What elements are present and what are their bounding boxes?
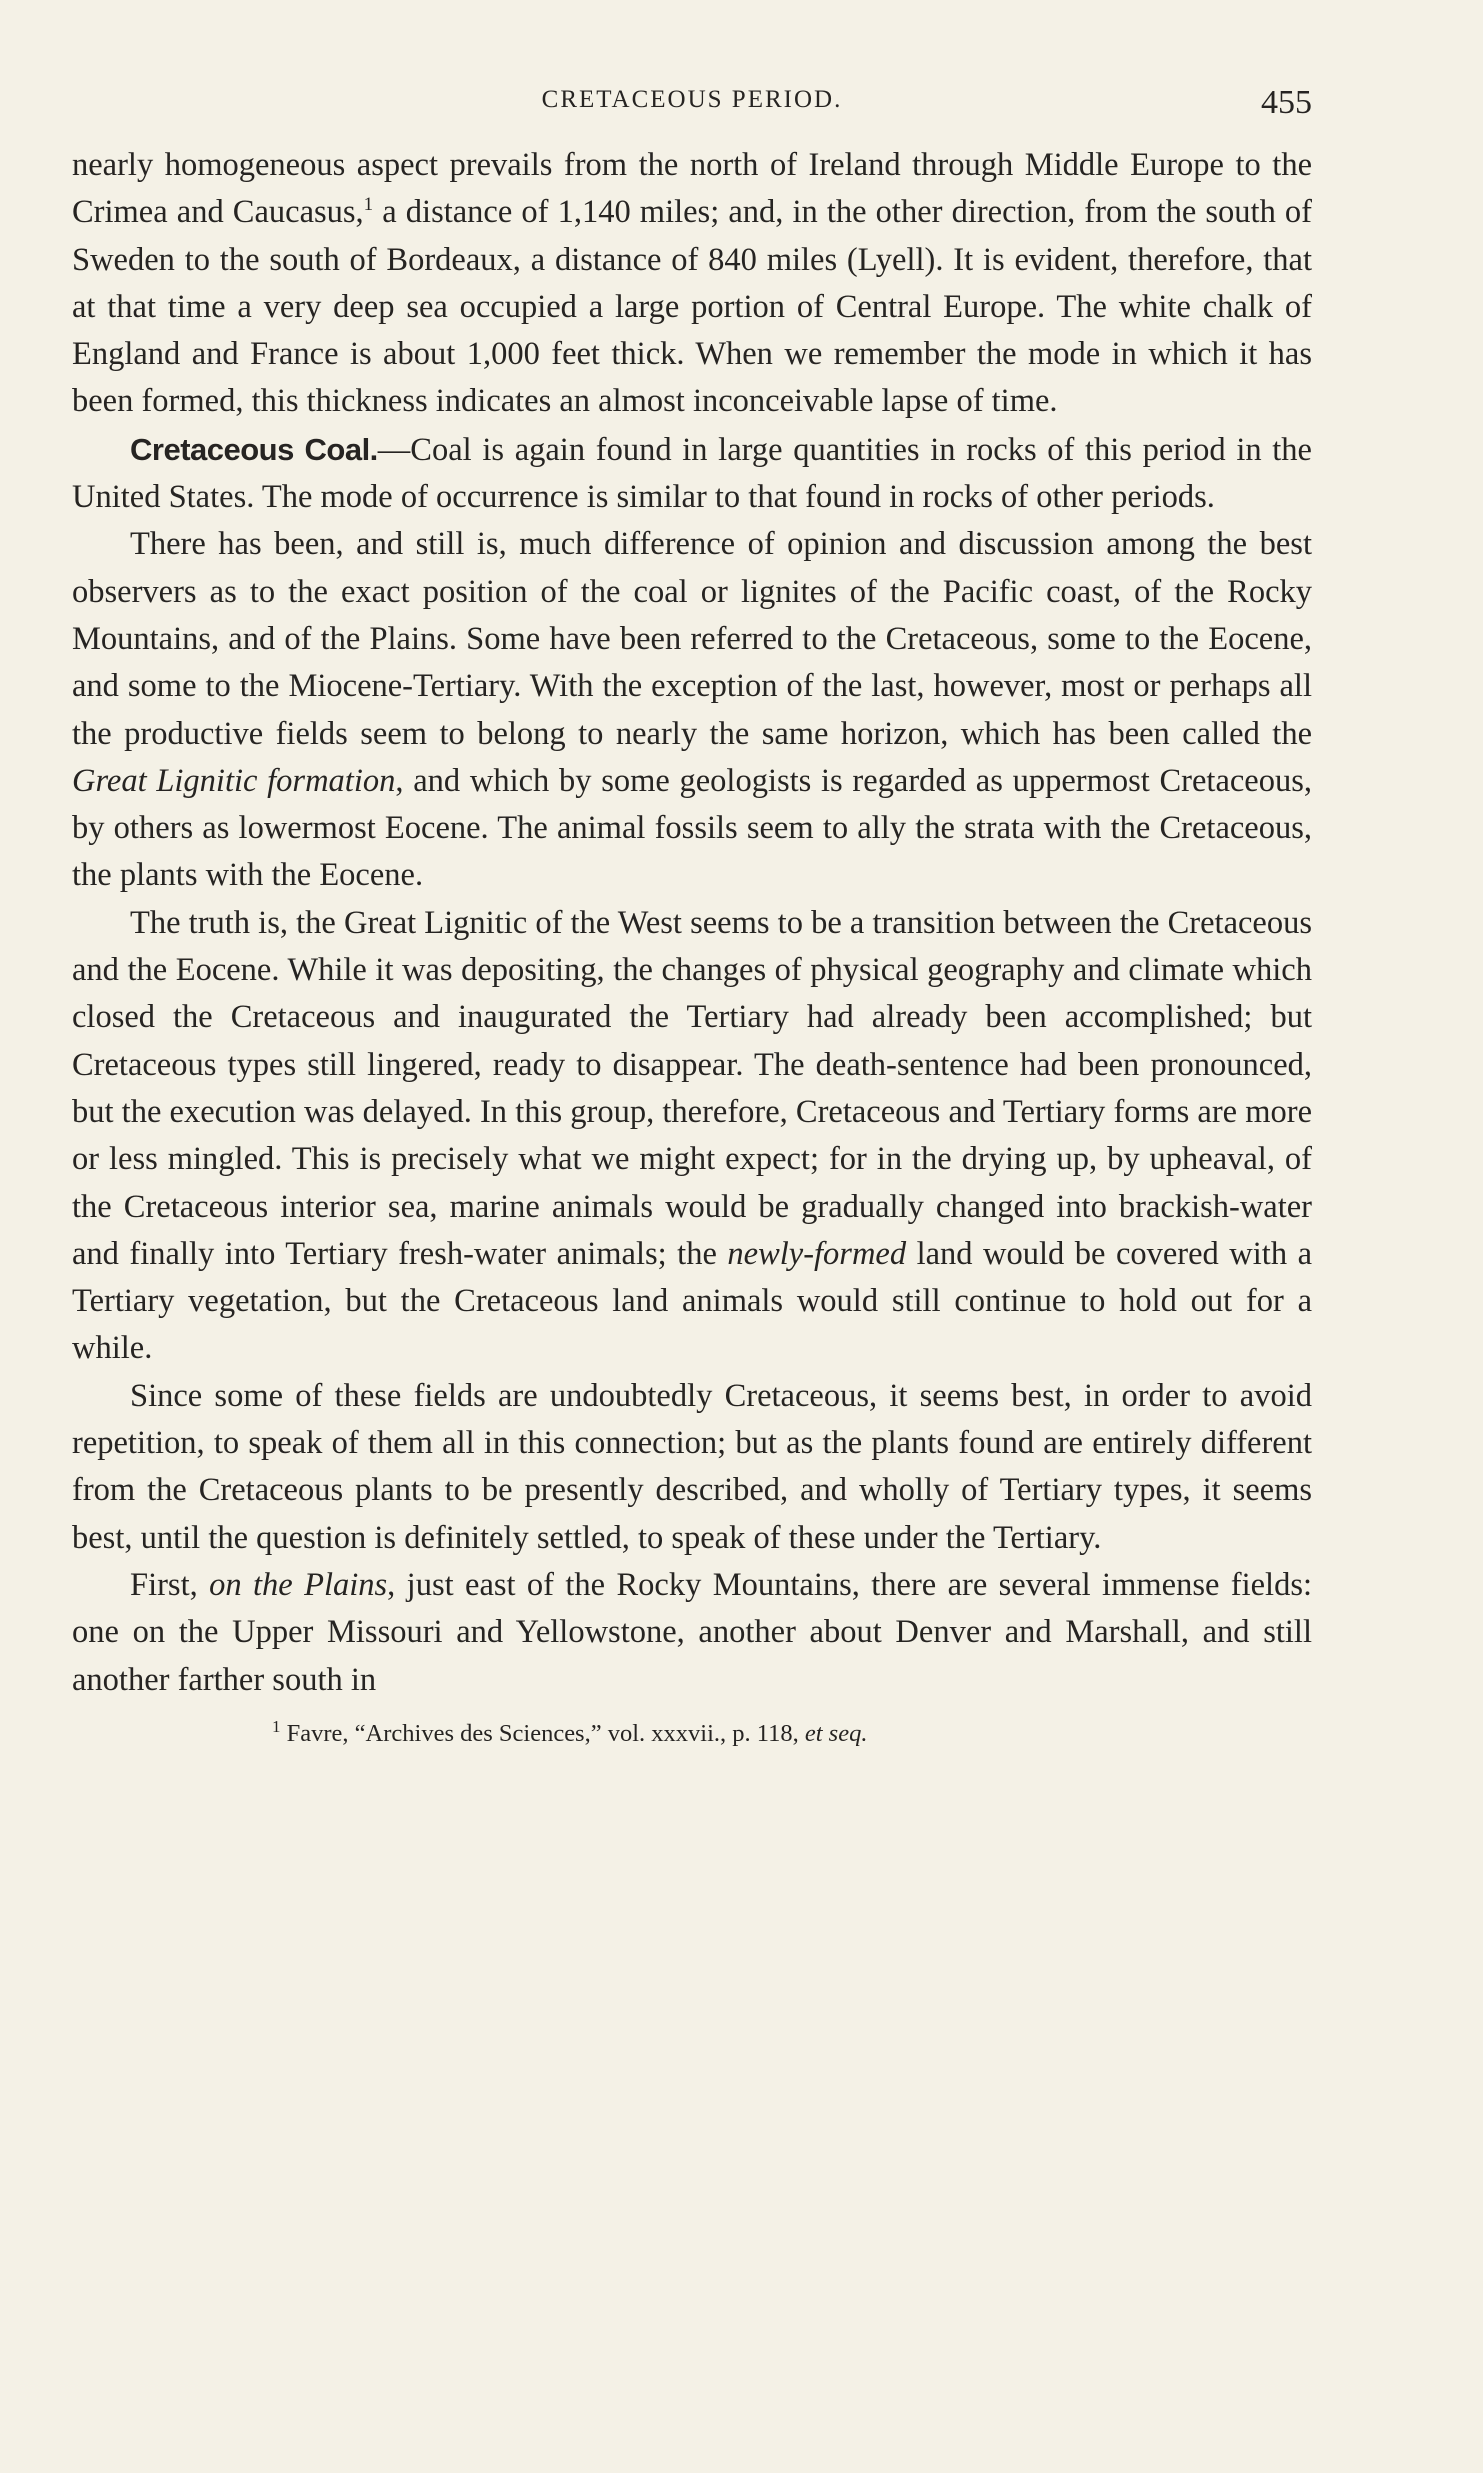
paragraph-transition — [72, 900, 1312, 1373]
paragraph-text: a distance of 1,140 miles; and, in the other direction, from the south of Sweden to the south of Bordeaux, a distance of 840 miles (Lyell). It is evident, therefore, that at that time a very deep sea occupied a large portion of Central Europe. The white chalk of England and France is about 1,000 feet thick. When we remember the mode in which it has been formed, this thickness indicates an almost inconceivable lapse of time. — [72, 194, 1312, 420]
paragraph-text: Since some of these fields are undoubtedly Cretaceous, it seems best, in order to avoid repetition, to speak of them all in this connection; but as the plants found are entirely different from the Cretaceous plants to be presently described, and wholly of Tertiary types, it seems best, until the question is definitely settled, to speak of these under the Tertiary. — [72, 1377, 1312, 1556]
page — [72, 80, 1312, 1750]
running-title: CRETACEOUS PERIOD. — [541, 86, 843, 113]
paragraph-continuation — [72, 142, 1312, 426]
footnote — [72, 1718, 1312, 1750]
paragraph-text: , and which by some geologists is regarded as uppermost Cretaceous, by others as lowermost Eocene. The animal fossils seem to ally the strata with the Cretaceous, the plants with the Eocene. — [72, 762, 1312, 894]
footnote-italic: et seq. — [804, 1719, 868, 1747]
footnote-marker: 1 — [272, 1716, 281, 1736]
paragraph-text: The truth is, the Great Lignitic of the West seems to be a transition between the Cretaceous and the Eocene. While it was depositing, the changes of physical geography and climate which closed the Cretaceous and inaugurated the Tertiary had already been accomplished; but Cretaceous types still lingered, ready to disappear. The death-sentence had been pronounced, but the execution was delayed. In this group, therefore, Cretaceous and Tertiary forms are more or less mingled. This is precisely what we might expect; for in the drying up, by upheaval, of the Cretaceous interior sea, marine animals would be gradually changed into brackish-water and finally into Tertiary fresh-water animals; the — [72, 904, 1312, 1272]
paragraph-text: , just east of the Rocky Mountains, there are several immense fields: one on the Upper Missouri and Yellowstone, another about Denver and Marshall, and still another farther south in — [72, 1566, 1313, 1698]
paragraph-cretaceous-coal — [72, 426, 1312, 522]
body-text — [72, 142, 1312, 1704]
paragraph-text: First, — [130, 1566, 210, 1603]
running-header — [72, 80, 1312, 142]
paragraph-repetition — [72, 1373, 1312, 1562]
paragraph-text: There has been, and still is, much difference of opinion and discussion among the best observers as to the exact position of the coal or lignites of the Pacific coast, of the Rocky Mountains, and of the Plains. Some have been referred to the Cretaceous, some to the Eocene, and some to the Miocene-Tertiary. With the exception of the last, however, most or perhaps all the productive fields seem to belong to nearly the same horizon, which has been called the — [72, 526, 1312, 752]
paragraph-text: land would be covered with a Tertiary vegetation, but the Cretaceous land animals would still continue to hold out for a while. — [72, 1235, 1313, 1367]
italic-term: Great Lignitic formation — [72, 762, 396, 799]
paragraph-lignite-opinion — [72, 521, 1312, 899]
paragraph-plains — [72, 1562, 1312, 1704]
footnote-text: Favre, “Archives des Sciences,” vol. xxxvii., p. 118, — [280, 1719, 805, 1747]
section-heading: Cretaceous Coal. — [130, 431, 378, 467]
footnote-reference: 1 — [363, 194, 374, 216]
paragraph-text: —Coal is again found in large quantities in rocks of this period in the United States. The mode of occurrence is similar to that found in rocks of other periods. — [72, 431, 1312, 516]
paragraph-text: nearly homogeneous aspect prevails from the north of Ireland through Middle Europe to the Crimea and Caucasus, — [72, 147, 1312, 231]
italic-term: newly-formed — [727, 1235, 907, 1272]
page-number: 455 — [1261, 84, 1312, 121]
italic-term: on the Plains — [209, 1566, 388, 1603]
